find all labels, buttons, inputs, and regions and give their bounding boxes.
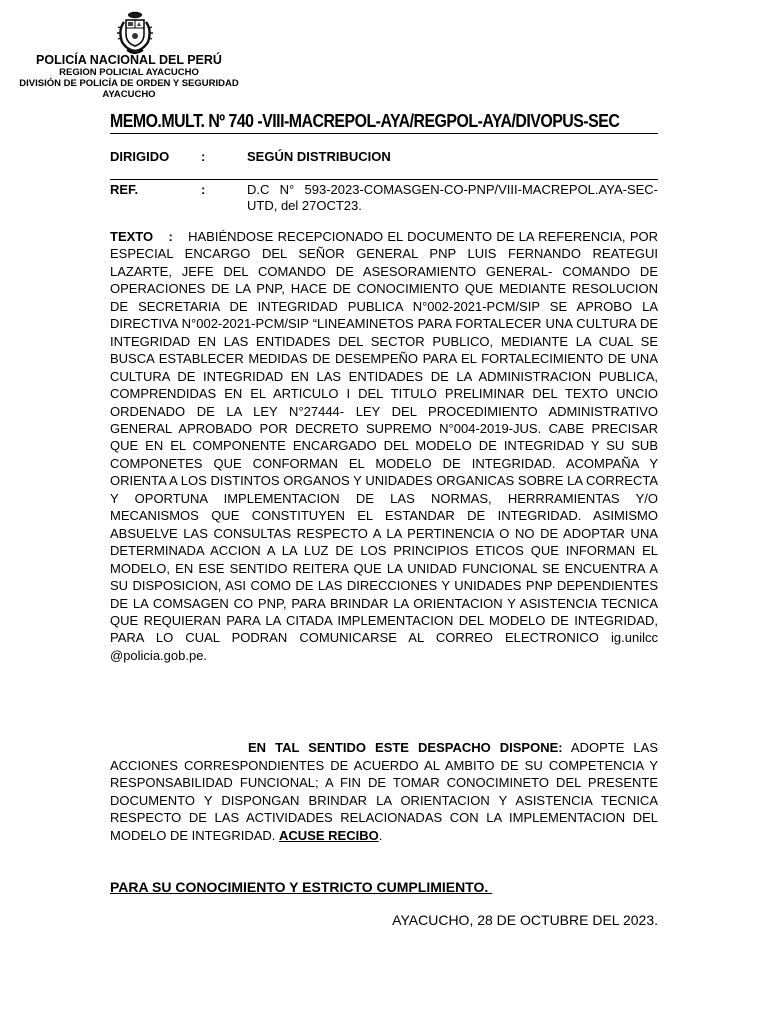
dirigido-colon: : [201,149,206,164]
dirigido-label: DIRIGIDO [110,149,170,164]
institution-name: POLICÍA NACIONAL DEL PERÚ [36,53,222,67]
closing-statement: PARA SU CONOCIMIENTO Y ESTRICTO CUMPLIMIENTO. [110,879,493,895]
texto-label: TEXTO [110,229,154,244]
dispone-paragraph [110,739,658,845]
texto-colon: : [168,229,173,244]
city-name: AYACUCHO [102,89,156,100]
dispone-lead: EN TAL SENTIDO ESTE DESPACHO DISPONE: [248,740,563,755]
ref-label: REF. [110,182,139,197]
division-name: DIVISIÓN DE POLICÍA DE ORDEN Y SEGURIDAD [19,78,239,89]
place-date: AYACUCHO, 28 DE OCTUBRE DEL 2023. [392,912,658,928]
dispone-end: . [378,827,383,843]
dirigido-value: SEGÚN DISTRIBUCION [247,149,391,164]
acuse-recibo: ACUSE RECIBO [279,827,379,843]
region-name: REGION POLICIAL AYACUCHO [59,67,199,78]
ref-colon: : [201,182,206,197]
texto-body: HABIÉNDOSE RECEPCIONADO EL DOCUMENTO DE LA REFERENCIA, POR ESPECIAL ENCARGO DEL SEÑOR GENERAL PNP LUIS FERNANDO REATEGUI LAZARTE, JEFE DEL COMANDO DE ASESORAMIENTO GENERAL- COMANDO DE OPERACIONES DE LA PNP, HACE DE CONOCIMIENTO QUE MEDIANTE RESOLUCION DE SECRETARIA DE INTEGRIDAD PUBLICA N°002-2021-PCM/SIP SE APROBO LA DIRECTIVA N°002-2021-PCM/SIP “LINEAMINETOS PARA FORTALECER UNA CULTURA DE INTEGRIDAD EN LAS ENTIDADES DEL SECTOR PUBLICO, MEDIANTE LA CUAL SE BUSCA ESTABLECER MEDIDAS DE DESEMPEÑO PARA EL FORTALECIMIENTO DE UNA CULTURA DE INTEGRIDAD EN LAS ENTIDADES DE LA ADMINISTRACION PUBLICA, COMPRENDIDAS EN EL ARTICULO I DEL TITULO PRELIMINAR DEL TEXTO UNCIO ORDENADO DE LA LEY N°27444- LEY DEL PROCEDIMIENTO ADMINISTRATIVO GENERAL APROBADO POR DECRETO SUPREMO N°004-2019-JUS. CABE PRECISAR QUE EN EL COMPONENTE ENCARGADO DEL MODELO DE INTEGRIDAD Y SU SUB COMPONETES QUE CONFORMAN EL MODELO DE INTEGRIDAD. ACOMPAÑA Y ORIENTA A LOS DISTINTOS ORGANOS Y UNIDADES ORGANICAS SOBRE LA CORRECTA Y OPORTUNA IMPLEMENTACION DE LAS NORMAS, HERRRAMIENTAS Y/O MECANISMOS QUE CONSTITUYEN EL ESTANDAR DE INTEGRIDAD. ASIMISMO ABSUELVE LAS CONSULTAS RESPECTO A LA PERTINENCIA O NO DE ADOPTAR UNA DETERMINADA ACCION A LA LUZ DE LOS PRINCIPIOS ETICOS QUE INFORMAN EL MODELO, EN ESE SENTIDO REITERA QUE LA UNIDAD FUNCIONAL SE ENCUENTRA A SU DISPOSICION, ASI COMO DE LAS DIRECCIONES Y UNIDADES PNP DEPENDIENTES DE LA COMSAGEN CO PNP, PARA BRINDAR LA ORIENTACION Y ASISTENCIA TECNICA QUE REQUIERAN PARA LA CITADA IMPLEMENTACION DEL MODELO DE INTEGRIDAD, PARA LO CUAL PODRAN COMUNICARSE AL CORREO ELECTRONICO ig.unilcc @policia.gob.pe. [110,229,658,663]
memo-title: MEMO.MULT. Nº 740 -VIII-MACREPOL-AYA/REGPOL-AYA/DIVOPUS-SEC [110,110,620,131]
dispone-body: ADOPTE LAS ACCIONES CORRESPONDIENTES DE ACUERDO AL AMBITO DE SU COMPETENCIA Y RESPONSABILIDAD FUNCIONAL; A FIN DE TOMAR CONOCIMINETO DEL PRESENTE DOCUMENTO Y DISPONGAN BRINDAR LA ORIENTACION Y ASISTENCIA TECNICA RESPECTO DE LAS ACTIVIDADES RELACIONADAS CON LA IMPLEMENTACION DEL MODELO DE INTEGRIDAD. [110,740,658,843]
section-divider [110,179,658,180]
national-coat-of-arms-icon [115,10,155,56]
ref-value: D.C N° 593-2023-COMASGEN-CO-PNP/VIII-MACREPOL.AYA-SEC-UTD, del 27OCT23. [247,182,658,213]
title-underline [110,133,658,134]
texto-paragraph [110,228,658,664]
